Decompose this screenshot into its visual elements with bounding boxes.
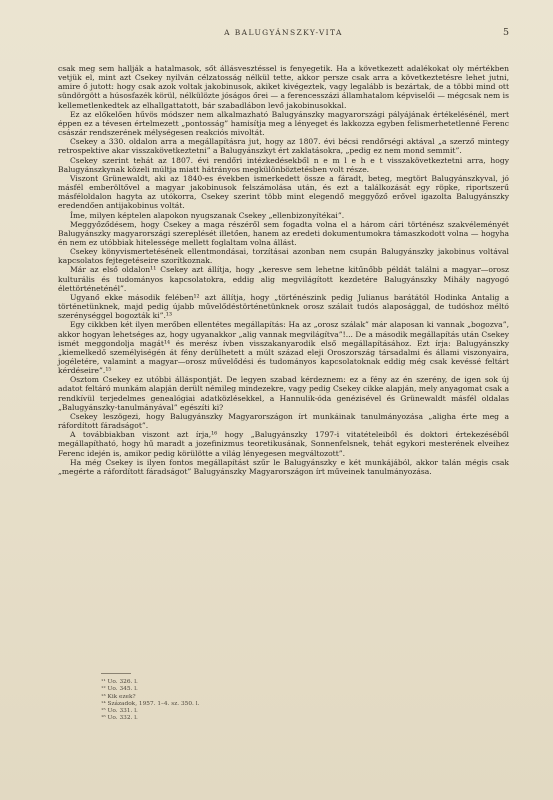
footnote-rule — [101, 673, 131, 674]
running-head — [58, 28, 509, 42]
footnote: ¹⁴ Századok, 1957. 1–4. sz. 350. l. — [101, 700, 200, 707]
paragraph: Osztom Csekey ez utóbbi álláspontját. De legyen szabad kérdeznem: ez a fény az én szerény, de igen sok új adatot feltáró munkám alapján derült némileg mindezekre, vagy pedig Csekey cikke alapján, mely anyagomat csak a rendkívül terjedelmes genealógiai adatközlésekkel, a Hannulik-óda genézisével és Grünewaldt másfél oldalas „Balugyánszky-tanulmányával” egészíti ki? — [58, 375, 509, 412]
footnote: ¹² Uo. 345. l. — [101, 686, 138, 693]
paragraph: Meggyőződésem, hogy Csekey a maga részéről sem fogadta volna el a három cári történész szakvéleményét Balugyánszky magyarországi szereplését illetően, hanem az eredeti dokumentumokra támaszkodott volna — hogyha én nem ez utóbbiak hitelessége mellett foglaltam volna állást. — [58, 219, 509, 247]
footnote: ¹⁶ Uo. 332. l. — [101, 715, 138, 722]
footnote: ¹¹ Uo. 326. l. — [101, 679, 138, 685]
paragraph: Íme, milyen képtelen alapokon nyugszanak Csekey „ellenbizonyítékai”. — [70, 210, 345, 220]
footnote: ¹⁵ Uo. 331. l. — [101, 708, 138, 715]
paragraph: Egy cikkben két ilyen merőben ellentétes megállapítás: Ha az „orosz szálak” már alaposan ki vannak „bogozva”, akkor hogyan lehetséges az, hogy ugyanakkor „alig vannak megvilágítva”!... De a második megállapítás után Csekey ismét meggondolja magát¹⁴ és merész ívben visszakanyarodik első megállapításához. Ezt írja: Balugyánszky „kiemelkedő személyiségén át fény derülhetett a múlt század eleji Oroszország társadalmi és állami viszonyaira, jogéletére, valamint a magyar—orosz művelődési és tudományos kapcsolatoknak eddig még csak kevéssé feltárt kérdéseire”.¹⁵ — [58, 320, 509, 376]
paragraph: Csekey leszögezi, hogy Balugyánszky Magyarországon írt munkáinak tanulmányozása „aligha érte meg a ráfordított fáradságot”. — [58, 411, 509, 431]
paragraph: Csekey szerint tehát az 1807. évi rendőri intézkedésekből n e m l e h e t visszakövetkeztetni arra, hogy Balugyánszkynak közeli múltja miatt hátrányos megkülönböztetésben volt része. — [58, 155, 509, 174]
body-text — [58, 64, 509, 476]
paragraph: Viszont Grünewaldt, aki az 1840-es években ismerkedett össze a fáradt, beteg, megtört Balugyánszkyval, jó másfél emberöltővel a magyar jakobinusok felszámolása után, és ezt a találkozását egy röpke, riportszerű másféloldalon hagyta az utókorra, Csekey szerint több mint elegendő meggyőző erővel igazolta Balugyánszky eredendően antijakobinus voltát. — [58, 173, 509, 211]
paragraph: Ha még Csekey is ilyen fontos megállapítást szűr le Balugyánszky e két munkájából, akkor talán mégis csak „megérte a ráfordított fáradságot” Balugyánszky Magyarországon írt műveinek tanulmányozása. — [58, 457, 509, 476]
paragraph: Csekey a 330. oldalon arra a megállapításra jut, hogy az 1807. évi bécsi rendőrségi aktával „a szerző mintegy retrospektive akar visszakövetkeztetni” a Balugyánszkyt ért zaklatásokra, „pedig ez nem mond semmit”. — [58, 137, 509, 156]
footnotes — [101, 679, 199, 723]
footnote: ¹³ Kik ezek? — [101, 693, 136, 700]
paragraph: csak meg sem hallják a hatalmasok, sőt állásvesztéssel is fenyegetik. Ha a következett adalékokat oly mértékben vetjük el, mint azt Csekey nyilván célzatosság nélkül tette, akkor persze csak arra a következtetésre lehet jutni, amire ő jutott: hogy csak azok voltak jakobinusok, akiket kivégeztek, vagy legalább is bezártak, de a többi mind ott sündörgött a húsosfazék körül, nélkülözte jóságos őrei — a ferencesszázi államhatalom képviselői — mégcsak nem is kellemetlenkedtek az elhallgattatott, bár szabadlábon levő jakobinusokkal. — [58, 64, 509, 110]
paragraph: Ez az előkelően hűvös módszer nem alkalmazható Balugyánszky magyarországi pályájának értékelésénél, mert éppen ez a tévesen értelmezett „pontosság” hamisítja meg a lényeget és lakkozza egyben felismerhetetlenné Ferenc császár rendszerének mélységesen reakciós mivoltát. — [58, 109, 509, 138]
paragraph: A továbbiakban viszont azt írja,¹⁶ hogy „Balugyánszky 1797-i vitatételeiből és doktori értekezéséből megállapítható, hogy hű maradt a jozefinizmus teoretikusának, Sonnenfelsnek, tehát egykori mesterének elveihez Ferenc idején is, amikor pedig körülötte a világ lényegesen megváltozott”. — [58, 430, 509, 458]
running-title: A BALUGYÁNSZKY-VITA — [224, 28, 343, 37]
page-number: 5 — [502, 27, 509, 38]
paragraph: Már az első oldalon¹¹ Csekey azt állítja, hogy „keresve sem lehetne kitűnőbb példát találni a magyar—orosz kulturális és tudományos kapcsolatokra, eddig alig megvilágított kezdetére Balugyánszky Mihály nagyogó élettörténeténél”. — [58, 265, 509, 293]
paragraph: Csekey könyvismertetésének ellentmondásai, torzításai azonban nem csupán Balugyánszky jakobinus voltával kapcsolatos fejtegetéseire szorítkoznak. — [58, 247, 509, 266]
paragraph: Ugyanő ekke második felében¹² azt állítja, hogy „történészink pedig Julianus barátától Hodinka Antalig a történetünknek, majd pedig újabb művelődéstörténetünknek orosz szálait tudós alaposággal, de tudóshoz méltó szerénységgel bogozták ki”.¹³ — [58, 292, 509, 321]
